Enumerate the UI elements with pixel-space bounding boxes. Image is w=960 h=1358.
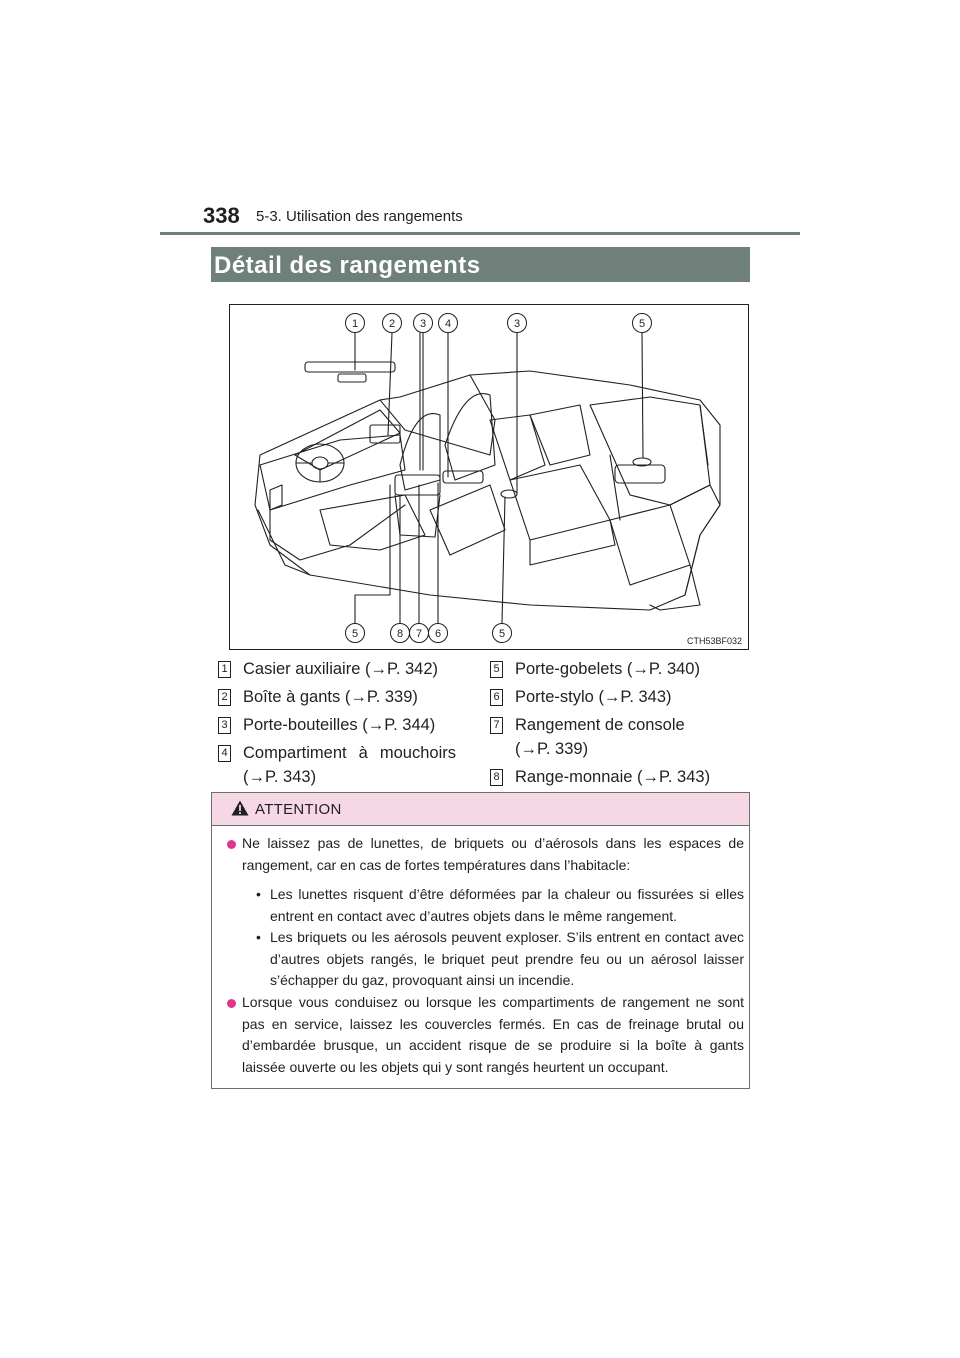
legend-number-badge: 7: [490, 717, 503, 734]
callout-bottom-3-label: 7: [415, 628, 423, 640]
legend-item-4: [218, 741, 458, 789]
callout-bottom-4-label: 6: [434, 628, 442, 640]
legend-label: Boîte à gants (→P. 339): [243, 688, 418, 706]
callout-top-3: [414, 314, 433, 333]
legend-number-badge: 8: [490, 769, 503, 786]
pink-bullet-icon: [227, 840, 236, 849]
legend-item-8: [490, 765, 730, 789]
vehicle-interior-illustration: [229, 304, 749, 650]
warning-box: [211, 792, 750, 1089]
callout-layer: [230, 305, 750, 651]
callout-top-6-label: 5: [638, 318, 646, 330]
legend-item-2: [218, 685, 458, 709]
callout-top-1: [346, 314, 365, 333]
section-title: Détail des rangements: [214, 252, 481, 279]
figure-code: CTH53BF032: [686, 636, 742, 646]
callout-top-4: [439, 314, 458, 333]
legend-label: Range-monnaie (→P. 343): [515, 768, 711, 786]
legend-label: Rangement de console: [515, 716, 685, 734]
callout-bottom-5-label: 5: [498, 628, 506, 640]
callout-top-2: [383, 314, 402, 333]
legend-label: Casier auxiliaire (→P. 342): [243, 660, 439, 678]
legend-label: [243, 741, 456, 765]
callout-top-5-label: 3: [513, 318, 521, 330]
legend-item-6: [490, 685, 730, 709]
callout-top-4-label: 4: [444, 318, 452, 330]
legend-label-word: Compartiment: [243, 744, 347, 762]
callout-bottom-2-label: 8: [396, 628, 404, 640]
legend-label: Porte-gobelets (→P. 340): [515, 660, 700, 678]
sub-bullet-icon: •: [256, 886, 261, 902]
callout-bottom-2: [391, 624, 410, 643]
callout-bottom-1: [346, 624, 365, 643]
legend-number-badge: 2: [218, 689, 231, 706]
callout-top-2-label: 2: [388, 318, 396, 330]
legend-label-word: mouchoirs: [379, 744, 456, 762]
legend-label-line2: (→P. 339): [515, 740, 589, 758]
header-rule: [160, 232, 800, 235]
legend-item-5: [490, 657, 730, 681]
callout-top-3-label: 3: [419, 318, 427, 330]
legend-number-badge: 1: [218, 661, 231, 678]
callout-top-1-label: 1: [351, 318, 359, 330]
callout-bottom-5: [493, 624, 512, 643]
warning-triangle-icon: [231, 800, 249, 816]
page-number: 338: [203, 203, 240, 228]
callout-top-6: [633, 314, 652, 333]
legend-label: Porte-bouteilles (→P. 344): [243, 716, 436, 734]
legend-label: Porte-stylo (→P. 343): [515, 688, 672, 706]
legend-item-7: [490, 713, 730, 761]
warning-header: [212, 793, 749, 826]
chapter-title: 5-3. Utilisation des rangements: [256, 208, 463, 225]
callout-top-5: [508, 314, 527, 333]
pink-bullet-icon: [227, 999, 236, 1008]
callout-bottom-3: [410, 624, 429, 643]
callout-bottom-4: [429, 624, 448, 643]
legend-label-line2: (→P. 343): [243, 768, 317, 786]
sub-bullet-icon: •: [256, 929, 261, 945]
warning-subitem-1: Les lunettes risquent d’être déformées par la chaleur ou fissurées si elles entrent en contact avec d’autres objets dans le même rangement.: [270, 886, 744, 924]
warning-subitem-2: Les briquets ou les aérosols peuvent exploser. S’ils entrent en contact avec d’autres objets rangés, le briquet peut prendre feu ou un aérosol laisser s’échapper du gaz, provoquant ainsi un incendie.: [270, 929, 744, 988]
legend-item-3: [218, 713, 458, 737]
legend-label-word: à: [358, 744, 368, 762]
legend-number-badge: 5: [490, 661, 503, 678]
legend-number-badge: 6: [490, 689, 503, 706]
warning-paragraph-2: Lorsque vous conduisez ou lorsque les compartiments de rangement ne sont pas en service, laissez les couvercles fermés. En cas de freinage brutal ou d’embardée brusque, un accident risque de se produire si la boîte à gants laissée ouverte ou les objets qui y sont rangés heurtent un occupant.: [242, 994, 744, 1075]
warning-title: ATTENTION: [255, 801, 342, 818]
callout-bottom-1-label: 5: [351, 628, 359, 640]
legend-item-1: [218, 657, 458, 681]
legend-number-badge: 3: [218, 717, 231, 734]
warning-paragraph-1: Ne laissez pas de lunettes, de briquets ou d’aérosols dans les espaces de rangement, car en cas de fortes températures dans l’habitacle:: [242, 835, 744, 873]
legend-number-badge: 4: [218, 745, 231, 762]
